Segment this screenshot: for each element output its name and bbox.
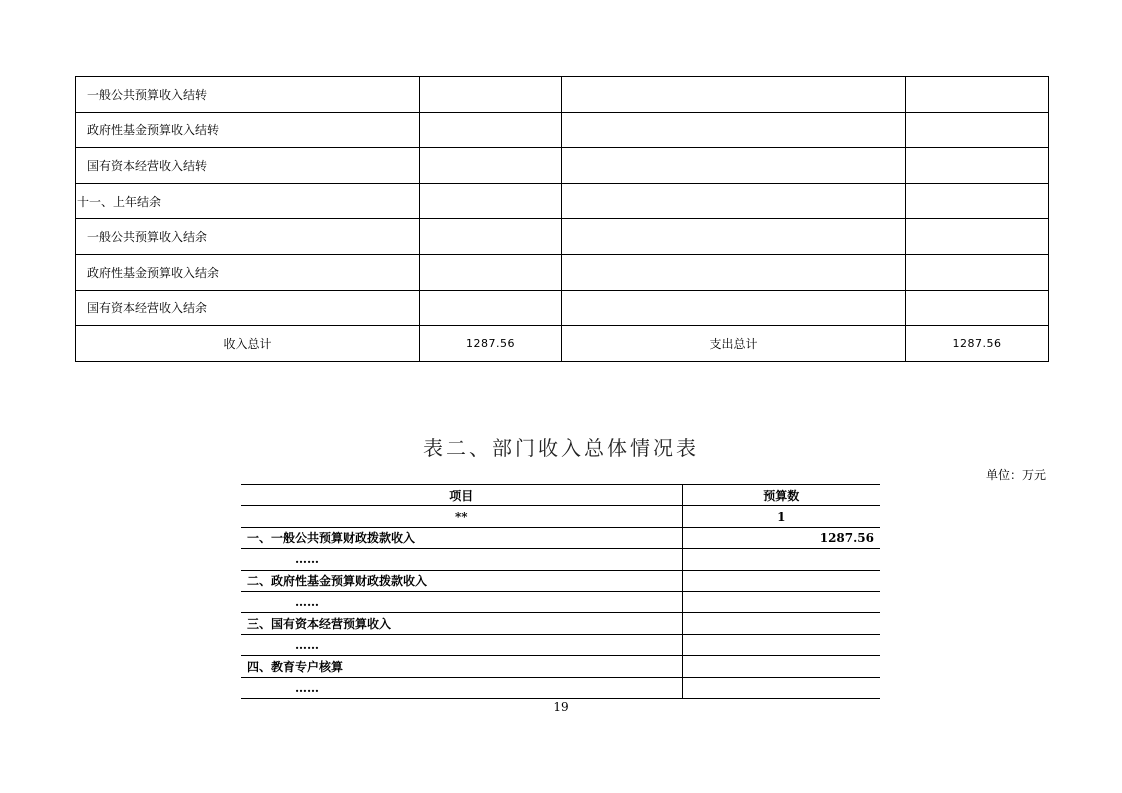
table-cell [562,290,906,326]
row-label: …… [241,549,682,570]
expense-total-label: 支出总计 [562,326,906,362]
table-row [241,613,880,634]
code-row [241,506,880,527]
row-value [682,549,880,570]
unit-label: 单位：万元 [986,468,1047,482]
carryover-table [75,76,1049,362]
table-row [76,254,1049,290]
table-cell [562,112,906,148]
code-cell-budget: 1 [682,506,880,527]
table-cell [420,219,562,255]
row-label: 四、教育专户核算 [241,656,682,677]
row-value: 1287.56 [682,527,880,548]
row-value [682,677,880,698]
table-row [241,677,880,698]
row-label: 国有资本经营收入结余 [76,290,420,326]
income-total-label: 收入总计 [76,326,420,362]
expense-total-value: 1287.56 [906,326,1049,362]
table-cell [906,112,1049,148]
table-row [76,183,1049,219]
table-row [241,549,880,570]
column-header-budget: 预算数 [682,485,880,506]
table-row [241,634,880,655]
table-cell [906,254,1049,290]
table-cell [420,290,562,326]
row-label: 三、国有资本经营预算收入 [241,613,682,634]
table-cell [562,148,906,184]
table-cell [906,148,1049,184]
table-cell [420,77,562,113]
table-cell [420,148,562,184]
header-row [241,485,880,506]
row-value [682,656,880,677]
column-header-item: 项目 [241,485,682,506]
table-cell [420,183,562,219]
row-label: 二、政府性基金预算财政拨款收入 [241,570,682,591]
table-row [241,570,880,591]
row-label: 一般公共预算收入结余 [76,219,420,255]
table-row [76,77,1049,113]
row-label: 政府性基金预算收入结余 [76,254,420,290]
table-row [76,148,1049,184]
table-cell [906,183,1049,219]
table-cell [420,112,562,148]
table-title: 表二、部门收入总体情况表 [423,436,699,460]
table-cell [562,254,906,290]
table-row [241,591,880,612]
row-label: 十一、上年结余 [76,183,420,219]
table-row [241,656,880,677]
row-label: 一般公共预算收入结转 [76,77,420,113]
income-summary-table [241,484,880,699]
row-value [682,634,880,655]
row-label: …… [241,677,682,698]
code-cell-item: ** [241,506,682,527]
total-row [76,326,1049,362]
row-label: 政府性基金预算收入结转 [76,112,420,148]
row-label: 一、一般公共预算财政拨款收入 [241,527,682,548]
table-cell [562,219,906,255]
row-value [682,613,880,634]
table-cell [562,183,906,219]
table-cell [420,254,562,290]
row-value [682,591,880,612]
page-number: 19 [553,700,569,714]
table-row [76,112,1049,148]
row-label: 国有资本经营收入结转 [76,148,420,184]
income-total-value: 1287.56 [420,326,562,362]
table-cell [906,290,1049,326]
row-label: …… [241,591,682,612]
table-cell [906,77,1049,113]
row-label: …… [241,634,682,655]
table-row [76,290,1049,326]
row-value [682,570,880,591]
table-row [241,527,880,548]
table-cell [562,77,906,113]
table-cell [906,219,1049,255]
table-row [76,219,1049,255]
